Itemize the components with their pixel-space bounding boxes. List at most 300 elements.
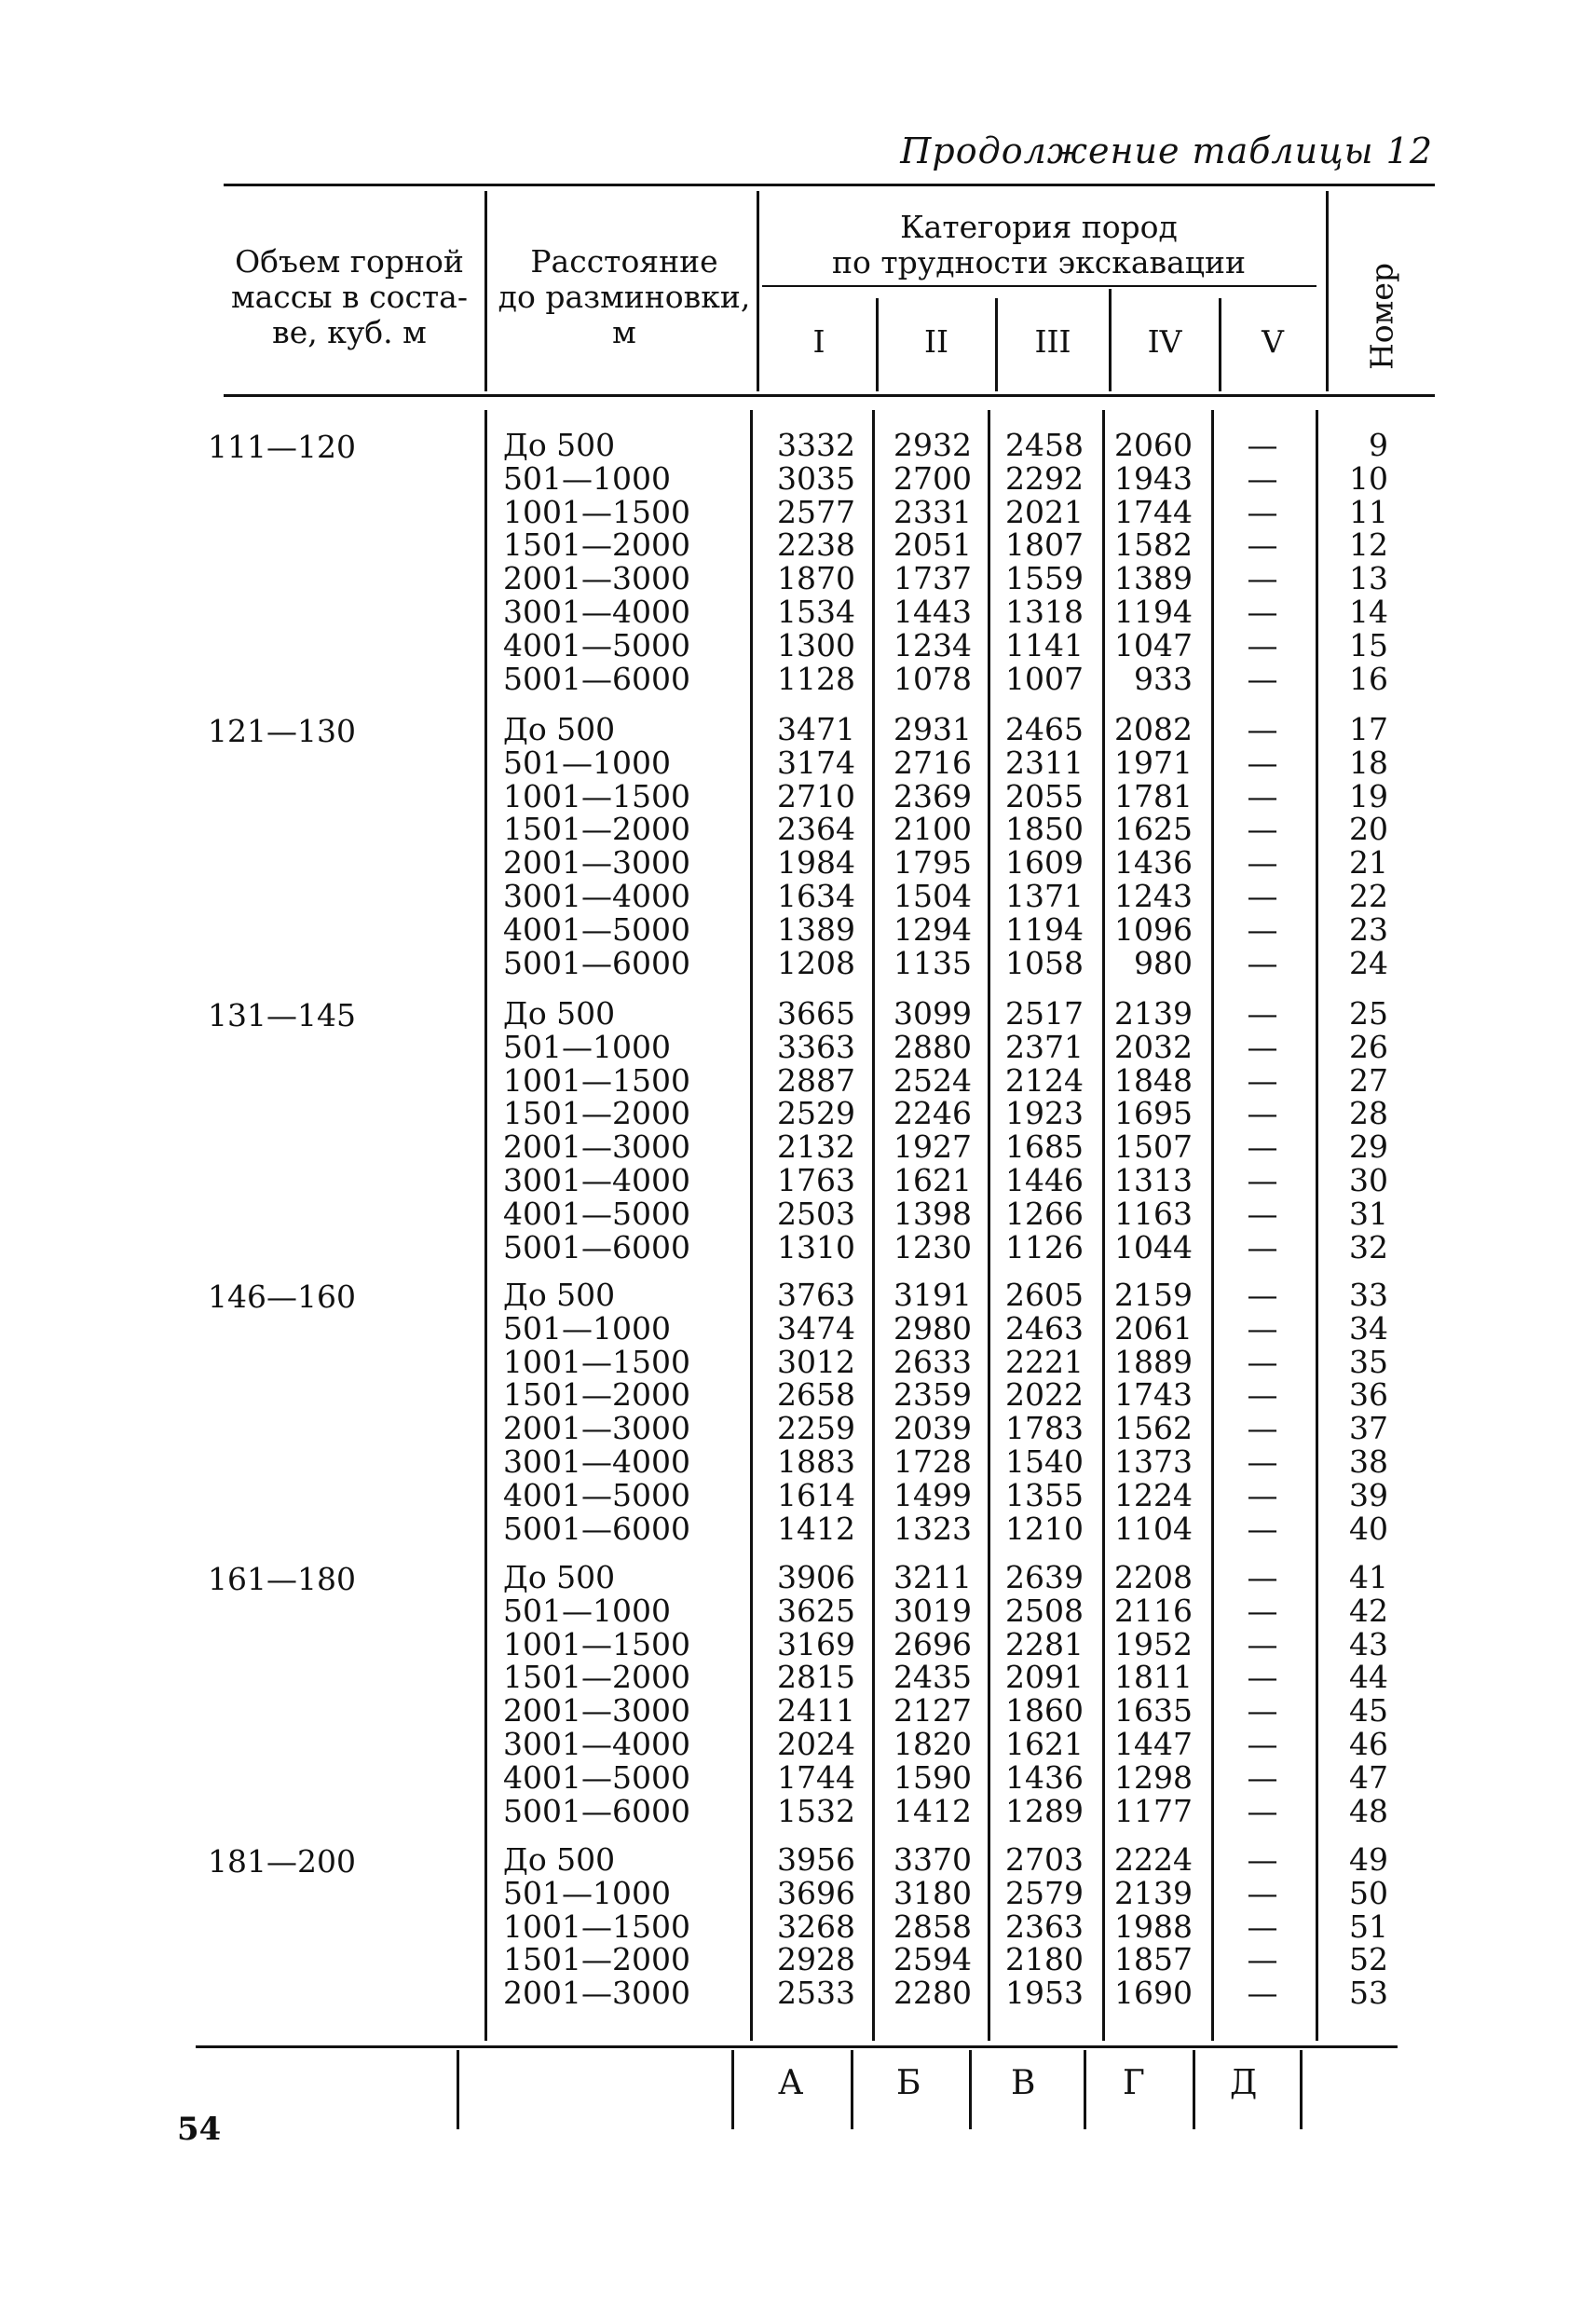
row-number-cell: 40: [1349, 1510, 1388, 1547]
value-cell: 1355: [1005, 1476, 1084, 1513]
header-cat-I: I: [812, 323, 825, 360]
distance-cell: 2001—3000: [503, 1975, 690, 2012]
row-number-cell: 41: [1349, 1559, 1388, 1595]
value-cell: 3180: [893, 1874, 972, 1911]
value-cell: 1323: [893, 1510, 972, 1547]
value-cell: 1621: [893, 1161, 972, 1198]
value-cell: —: [1247, 995, 1278, 1032]
distance-column: [503, 997, 736, 1264]
value-cell: —: [1247, 560, 1278, 597]
category-column-4: [1081, 429, 1193, 695]
value-cell: 1857: [1114, 1941, 1193, 1978]
value-cell: 1744: [1114, 493, 1193, 530]
value-cell: 3696: [777, 1874, 855, 1911]
value-cell: 2931: [893, 711, 972, 747]
category-column-4: [1081, 997, 1193, 1264]
category-column-4: [1081, 713, 1193, 979]
value-cell: 3191: [893, 1277, 972, 1313]
value-cell: 1398: [893, 1195, 972, 1232]
value-cell: 1447: [1114, 1725, 1193, 1762]
category-column-2: [862, 997, 972, 1264]
value-cell: 2369: [893, 777, 972, 814]
header-number: Номер: [1363, 263, 1400, 370]
body-divider-volume: [484, 410, 487, 2041]
value-cell: 2281: [1005, 1625, 1084, 1662]
distance-cell: До 500: [503, 1559, 616, 1595]
row-number-cell: 33: [1349, 1277, 1388, 1313]
distance-cell: 5001—6000: [503, 1792, 690, 1829]
value-cell: 1532: [777, 1792, 855, 1829]
footer-divider-2: [851, 2050, 853, 2129]
value-cell: 3035: [777, 459, 855, 497]
distance-column: [503, 429, 736, 695]
row-number-cell: 36: [1349, 1376, 1388, 1414]
distance-cell: 501—1000: [503, 1309, 671, 1347]
distance-cell: 4001—5000: [503, 910, 690, 948]
distance-cell: 1001—1500: [503, 1908, 690, 1945]
value-cell: 2815: [777, 1659, 855, 1696]
value-cell: —: [1247, 1841, 1278, 1878]
footer-letter-G: Г: [1123, 2064, 1145, 2102]
value-cell: 2032: [1114, 1028, 1193, 1065]
value-cell: 1988: [1114, 1908, 1193, 1945]
distance-cell: 1501—2000: [503, 1659, 690, 1696]
value-cell: 2887: [777, 1061, 855, 1099]
row-number-cell: 46: [1349, 1725, 1388, 1762]
value-cell: —: [1247, 1410, 1278, 1447]
value-cell: 3019: [893, 1592, 972, 1629]
value-cell: 2503: [777, 1195, 855, 1232]
value-cell: 2696: [893, 1625, 972, 1662]
value-cell: —: [1247, 877, 1278, 914]
header-cat-V: V: [1262, 323, 1284, 360]
value-cell: —: [1247, 1228, 1278, 1265]
value-cell: —: [1247, 1128, 1278, 1166]
value-cell: —: [1247, 493, 1278, 530]
row-number-cell: 13: [1349, 560, 1388, 597]
row-number-cell: 32: [1349, 1228, 1388, 1265]
body-divider-cat4: [1211, 410, 1214, 2041]
value-cell: 1436: [1114, 844, 1193, 882]
value-cell: 1224: [1114, 1476, 1193, 1513]
value-cell: 1927: [893, 1128, 972, 1166]
value-cell: 3211: [893, 1559, 972, 1595]
category-column-1: [745, 429, 855, 695]
distance-cell: 1001—1500: [503, 1343, 690, 1380]
value-cell: 1047: [1114, 626, 1193, 663]
header-cat-IV: IV: [1147, 323, 1182, 360]
category-column-3: [974, 713, 1084, 979]
value-cell: 1504: [893, 877, 972, 914]
value-cell: 2880: [893, 1028, 972, 1065]
row-number-cell: 10: [1349, 459, 1388, 497]
value-cell: 2082: [1114, 711, 1193, 747]
category-column-3: [974, 1843, 1084, 2010]
distance-cell: 501—1000: [503, 1874, 671, 1911]
value-cell: 2127: [893, 1692, 972, 1730]
value-cell: 2259: [777, 1410, 855, 1447]
row-number-cell: 24: [1349, 944, 1388, 981]
row-number-cell: 37: [1349, 1410, 1388, 1447]
value-cell: 2463: [1005, 1309, 1084, 1347]
row-number-cell: 12: [1349, 526, 1388, 564]
value-cell: 1634: [777, 877, 855, 914]
value-cell: 3363: [777, 1028, 855, 1065]
header-distance: Расстояние до разминовки, м: [498, 243, 751, 350]
number-column: [1323, 713, 1388, 979]
col-divider-cat5: [1326, 191, 1329, 391]
row-number-cell: 11: [1349, 493, 1388, 530]
value-cell: —: [1247, 1625, 1278, 1662]
category-column-5: [1221, 997, 1304, 1264]
value-cell: 1104: [1114, 1510, 1193, 1547]
value-cell: 1313: [1114, 1161, 1193, 1198]
value-cell: 1952: [1114, 1625, 1193, 1662]
category-column-4: [1081, 1279, 1193, 1545]
value-cell: —: [1247, 1309, 1278, 1347]
value-cell: 2061: [1114, 1309, 1193, 1347]
value-cell: 1443: [893, 593, 972, 630]
value-cell: —: [1247, 1941, 1278, 1978]
distance-cell: 1001—1500: [503, 1061, 690, 1099]
category-column-1: [745, 997, 855, 1264]
value-cell: 3763: [777, 1277, 855, 1313]
value-cell: 933: [1134, 660, 1193, 697]
row-number-cell: 19: [1349, 777, 1388, 814]
row-number-cell: 18: [1349, 744, 1388, 781]
col-divider-distance: [757, 191, 759, 391]
value-cell: —: [1247, 711, 1278, 747]
value-cell: 2292: [1005, 459, 1084, 497]
value-cell: 2458: [1005, 427, 1084, 463]
value-cell: —: [1247, 1908, 1278, 1945]
category-column-3: [974, 1561, 1084, 1827]
value-cell: 1953: [1005, 1975, 1084, 2012]
row-number-cell: 51: [1349, 1908, 1388, 1945]
value-cell: 1230: [893, 1228, 972, 1265]
value-cell: 2411: [777, 1692, 855, 1730]
value-cell: 1923: [1005, 1095, 1084, 1132]
value-cell: 1507: [1114, 1128, 1193, 1166]
value-cell: 2435: [893, 1659, 972, 1696]
value-cell: 2980: [893, 1309, 972, 1347]
value-cell: 1499: [893, 1476, 972, 1513]
value-cell: 2208: [1114, 1559, 1193, 1595]
category-column-5: [1221, 1843, 1304, 2010]
number-column: [1323, 997, 1388, 1264]
distance-cell: 2001—3000: [503, 1692, 690, 1730]
row-number-cell: 44: [1349, 1659, 1388, 1696]
value-cell: 2605: [1005, 1277, 1084, 1313]
value-cell: 2371: [1005, 1028, 1084, 1065]
row-number-cell: 20: [1349, 811, 1388, 848]
distance-cell: 5001—6000: [503, 660, 690, 697]
value-cell: 1860: [1005, 1692, 1084, 1730]
value-cell: —: [1247, 1559, 1278, 1595]
value-cell: 1243: [1114, 877, 1193, 914]
row-number-cell: 17: [1349, 711, 1388, 747]
number-column: [1323, 1561, 1388, 1827]
distance-cell: 1501—2000: [503, 526, 690, 564]
value-cell: 2246: [893, 1095, 972, 1132]
row-number-cell: 48: [1349, 1792, 1388, 1829]
col-divider-volume: [484, 191, 487, 391]
value-cell: 1163: [1114, 1195, 1193, 1232]
value-cell: 2579: [1005, 1874, 1084, 1911]
distance-cell: 4001—5000: [503, 626, 690, 663]
value-cell: 2533: [777, 1975, 855, 2012]
value-cell: —: [1247, 1095, 1278, 1132]
category-column-3: [974, 997, 1084, 1264]
value-cell: 2180: [1005, 1941, 1084, 1978]
distance-cell: До 500: [503, 1841, 616, 1878]
value-cell: 2465: [1005, 711, 1084, 747]
value-cell: —: [1247, 1659, 1278, 1696]
header-cat-II: II: [923, 323, 949, 360]
row-number-cell: 49: [1349, 1841, 1388, 1878]
value-cell: —: [1247, 1758, 1278, 1796]
value-cell: —: [1247, 1975, 1278, 2012]
distance-cell: До 500: [503, 995, 616, 1032]
volume-label: 161—180: [208, 1561, 356, 1597]
distance-column: [503, 1279, 736, 1545]
value-cell: 1559: [1005, 560, 1084, 597]
value-cell: —: [1247, 1592, 1278, 1629]
value-cell: 2633: [893, 1343, 972, 1380]
value-cell: 980: [1134, 944, 1193, 981]
value-cell: 1298: [1114, 1758, 1193, 1796]
category-column-2: [862, 1843, 972, 2010]
value-cell: 1783: [1005, 1410, 1084, 1447]
value-cell: —: [1247, 1792, 1278, 1829]
row-number-cell: 22: [1349, 877, 1388, 914]
value-cell: —: [1247, 459, 1278, 497]
header-bottom-rule: [224, 394, 1435, 397]
category-column-5: [1221, 429, 1304, 695]
value-cell: 2594: [893, 1941, 972, 1978]
row-number-cell: 31: [1349, 1195, 1388, 1232]
value-cell: —: [1247, 1161, 1278, 1198]
value-cell: —: [1247, 1476, 1278, 1513]
number-column: [1323, 1279, 1388, 1545]
distance-cell: 2001—3000: [503, 1128, 690, 1166]
value-cell: 2517: [1005, 995, 1084, 1032]
value-cell: 1883: [777, 1443, 855, 1480]
value-cell: —: [1247, 777, 1278, 814]
value-cell: 2932: [893, 427, 972, 463]
value-cell: —: [1247, 427, 1278, 463]
value-cell: 1266: [1005, 1195, 1084, 1232]
value-cell: 2055: [1005, 777, 1084, 814]
value-cell: 1737: [893, 560, 972, 597]
value-cell: 2091: [1005, 1659, 1084, 1696]
distance-cell: 5001—6000: [503, 944, 690, 981]
value-cell: 1135: [893, 944, 972, 981]
value-cell: 1194: [1114, 593, 1193, 630]
value-cell: 3332: [777, 427, 855, 463]
value-cell: 2639: [1005, 1559, 1084, 1595]
row-number-cell: 28: [1349, 1095, 1388, 1132]
value-cell: 1389: [1114, 560, 1193, 597]
category-column-1: [745, 1279, 855, 1545]
value-cell: 1685: [1005, 1128, 1084, 1166]
footer-divider-6: [1300, 2050, 1303, 2129]
value-cell: 1635: [1114, 1692, 1193, 1730]
volume-label: 181—200: [208, 1843, 356, 1880]
row-number-cell: 38: [1349, 1443, 1388, 1480]
row-number-cell: 47: [1349, 1758, 1388, 1796]
row-number-cell: 53: [1349, 1975, 1388, 2012]
value-cell: 3169: [777, 1625, 855, 1662]
value-cell: 1446: [1005, 1161, 1084, 1198]
row-number-cell: 16: [1349, 660, 1388, 697]
value-cell: 1820: [893, 1725, 972, 1762]
value-cell: 1763: [777, 1161, 855, 1198]
value-cell: 2710: [777, 777, 855, 814]
value-cell: —: [1247, 1061, 1278, 1099]
value-cell: 2658: [777, 1376, 855, 1414]
value-cell: 1373: [1114, 1443, 1193, 1480]
footer-divider-4: [1084, 2050, 1086, 2129]
distance-column: [503, 713, 736, 979]
distance-cell: 501—1000: [503, 1592, 671, 1629]
value-cell: 3474: [777, 1309, 855, 1347]
row-number-cell: 29: [1349, 1128, 1388, 1166]
distance-cell: 501—1000: [503, 1028, 671, 1065]
distance-cell: До 500: [503, 711, 616, 747]
value-cell: 1540: [1005, 1443, 1084, 1480]
value-cell: 3099: [893, 995, 972, 1032]
value-cell: —: [1247, 526, 1278, 564]
value-cell: 1007: [1005, 660, 1084, 697]
value-cell: 2858: [893, 1908, 972, 1945]
distance-cell: 1501—2000: [503, 811, 690, 848]
value-cell: —: [1247, 626, 1278, 663]
value-cell: 1208: [777, 944, 855, 981]
distance-cell: До 500: [503, 427, 616, 463]
value-cell: —: [1247, 1195, 1278, 1232]
distance-cell: 3001—4000: [503, 593, 690, 630]
value-cell: 1126: [1005, 1228, 1084, 1265]
category-column-4: [1081, 1843, 1193, 2010]
value-cell: —: [1247, 1874, 1278, 1911]
row-number-cell: 30: [1349, 1161, 1388, 1198]
category-column-3: [974, 1279, 1084, 1545]
volume-label: 131—145: [208, 997, 356, 1033]
table-caption: Продолжение таблицы 12: [900, 130, 1433, 171]
distance-cell: 1001—1500: [503, 777, 690, 814]
row-number-cell: 50: [1349, 1874, 1388, 1911]
value-cell: 1744: [777, 1758, 855, 1796]
footer-divider-3: [969, 2050, 972, 2129]
value-cell: —: [1247, 910, 1278, 948]
value-cell: 1534: [777, 593, 855, 630]
value-cell: —: [1247, 660, 1278, 697]
value-cell: 1848: [1114, 1061, 1193, 1099]
category-column-5: [1221, 713, 1304, 979]
value-cell: 2928: [777, 1941, 855, 1978]
distance-cell: 3001—4000: [503, 877, 690, 914]
value-cell: 2100: [893, 811, 972, 848]
distance-cell: До 500: [503, 1277, 616, 1313]
value-cell: 2529: [777, 1095, 855, 1132]
value-cell: 2024: [777, 1725, 855, 1762]
value-cell: 2364: [777, 811, 855, 848]
value-cell: 3906: [777, 1559, 855, 1595]
distance-cell: 1501—2000: [503, 1941, 690, 1978]
value-cell: 2022: [1005, 1376, 1084, 1414]
value-cell: —: [1247, 593, 1278, 630]
value-cell: 1128: [777, 660, 855, 697]
distance-cell: 2001—3000: [503, 1410, 690, 1447]
table-top-rule: [224, 184, 1435, 186]
row-number-cell: 23: [1349, 910, 1388, 948]
header-category: Категория пород по трудности экскавации: [832, 209, 1246, 280]
distance-cell: 1001—1500: [503, 493, 690, 530]
value-cell: 1743: [1114, 1376, 1193, 1414]
row-number-cell: 25: [1349, 995, 1388, 1032]
value-cell: 3665: [777, 995, 855, 1032]
value-cell: 1811: [1114, 1659, 1193, 1696]
distance-column: [503, 1843, 736, 2010]
value-cell: 1318: [1005, 593, 1084, 630]
value-cell: 1870: [777, 560, 855, 597]
value-cell: —: [1247, 1376, 1278, 1414]
value-cell: 3012: [777, 1343, 855, 1380]
body-divider-cat5: [1316, 410, 1318, 2041]
value-cell: 1177: [1114, 1792, 1193, 1829]
value-cell: 2159: [1114, 1277, 1193, 1313]
value-cell: 1590: [893, 1758, 972, 1796]
row-number-cell: 39: [1349, 1476, 1388, 1513]
value-cell: 1582: [1114, 526, 1193, 564]
footer-letter-A: А: [778, 2064, 804, 2102]
row-number-cell: 27: [1349, 1061, 1388, 1099]
value-cell: 1234: [893, 626, 972, 663]
value-cell: 2051: [893, 526, 972, 564]
row-number-cell: 43: [1349, 1625, 1388, 1662]
value-cell: —: [1247, 1343, 1278, 1380]
value-cell: 2577: [777, 493, 855, 530]
value-cell: —: [1247, 1443, 1278, 1480]
value-cell: 2716: [893, 744, 972, 781]
value-cell: 2139: [1114, 1874, 1193, 1911]
value-cell: —: [1247, 811, 1278, 848]
footer-letter-B: Б: [896, 2064, 921, 2102]
footer-letter-D: Д: [1230, 2064, 1258, 2102]
value-cell: 1310: [777, 1228, 855, 1265]
value-cell: 2124: [1005, 1061, 1084, 1099]
value-cell: 2060: [1114, 427, 1193, 463]
value-cell: 1984: [777, 844, 855, 882]
value-cell: 1058: [1005, 944, 1084, 981]
row-number-cell: 52: [1349, 1941, 1388, 1978]
value-cell: 2700: [893, 459, 972, 497]
value-cell: 2021: [1005, 493, 1084, 530]
category-column-1: [745, 1561, 855, 1827]
row-number-cell: 35: [1349, 1343, 1388, 1380]
table-bottom-rule: [196, 2045, 1398, 2048]
row-number-cell: 15: [1349, 626, 1388, 663]
value-cell: 1695: [1114, 1095, 1193, 1132]
value-cell: 2359: [893, 1376, 972, 1414]
value-cell: 3174: [777, 744, 855, 781]
value-cell: 2039: [893, 1410, 972, 1447]
distance-cell: 501—1000: [503, 459, 671, 497]
value-cell: 3956: [777, 1841, 855, 1878]
value-cell: 2524: [893, 1061, 972, 1099]
category-column-3: [974, 429, 1084, 695]
